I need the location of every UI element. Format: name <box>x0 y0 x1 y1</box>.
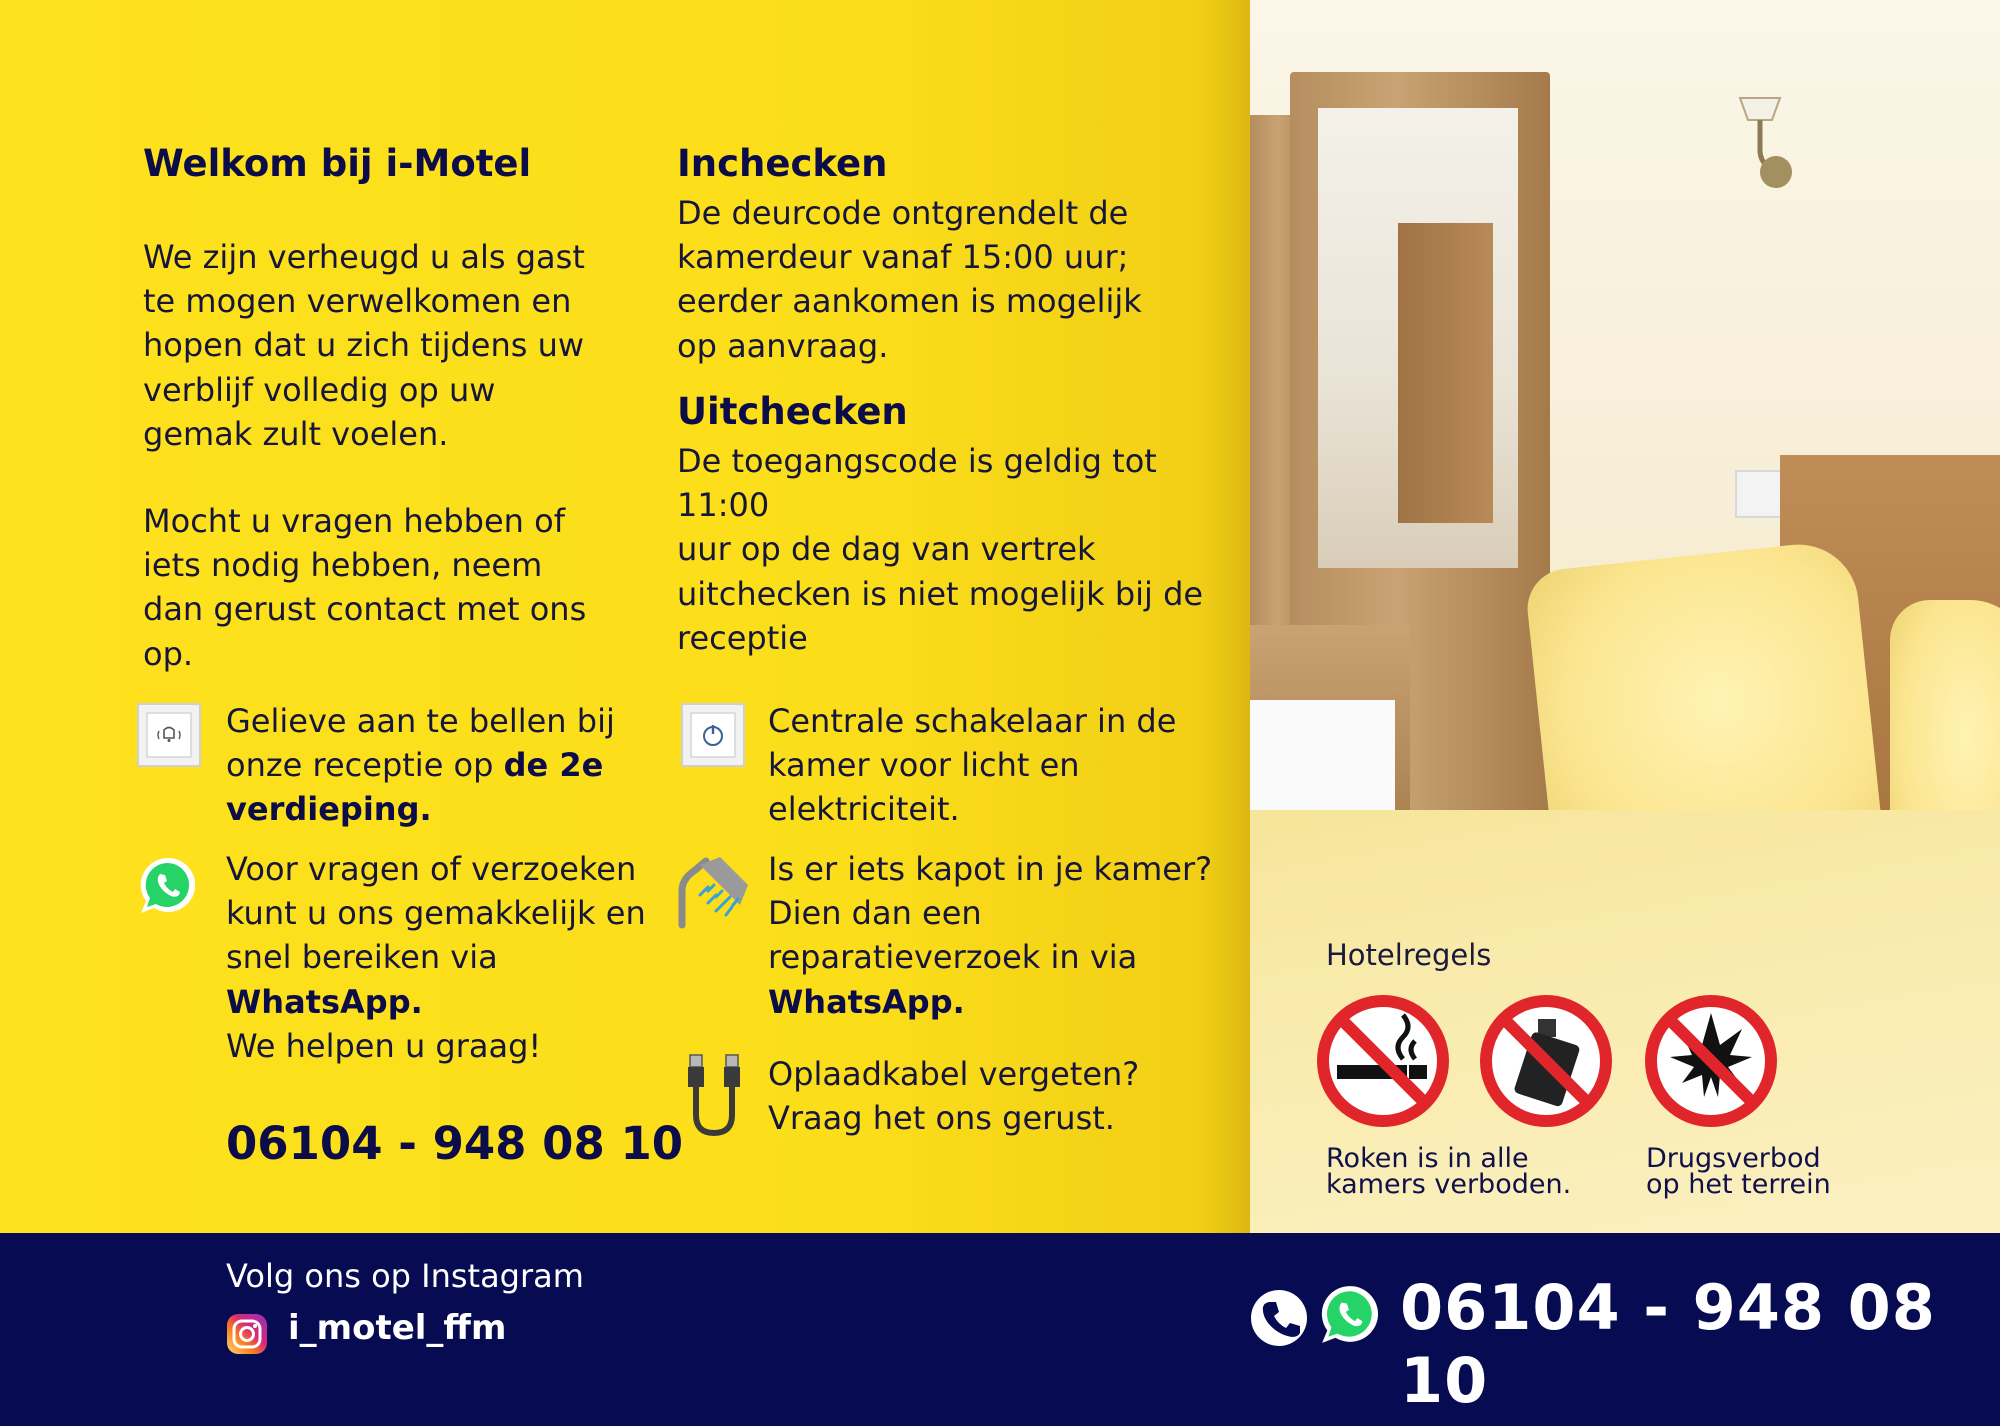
checkout-text <box>677 439 1250 660</box>
room-photo <box>1250 0 2000 1233</box>
checkin-line: De deurcode ontgrendelt de <box>677 194 1129 232</box>
usb-cable-icon <box>684 1053 744 1137</box>
repair-text <box>768 847 1212 1024</box>
checkin-line: eerder aankomen is mogelijk <box>677 282 1142 321</box>
footer-whatsapp-icon <box>1318 1283 1382 1347</box>
questions-text <box>143 499 586 676</box>
repair-line: Dien dan een <box>768 894 982 933</box>
instagram-handle[interactable]: i_motel_ffm <box>288 1308 507 1348</box>
charger-text <box>768 1052 1139 1140</box>
checkout-title: Uitchecken <box>677 390 908 433</box>
questions-line: Mocht u vragen hebben of <box>143 502 565 540</box>
checkin-text <box>677 191 1142 368</box>
welcome-text <box>143 235 585 456</box>
repair-line: reparatieverzoek in via <box>768 938 1138 977</box>
reception-line: Gelieve aan te bellen bij <box>226 702 615 740</box>
charger-line: Vraag het ons gerust. <box>768 1099 1115 1138</box>
power-switch-icon <box>681 703 745 767</box>
phone-icon <box>1250 1289 1308 1347</box>
welcome-line: gemak zult voelen. <box>143 414 449 453</box>
whatsapp-info-line: snel bereiken via <box>226 938 498 977</box>
no-drugs-icon <box>1643 993 1779 1129</box>
checkout-line: uur op de dag van vertrek <box>677 530 1096 569</box>
welcome-line: We zijn verheugd u als gast <box>143 238 585 276</box>
checkout-line: uitchecken is niet mogelijk bij de <box>677 574 1204 613</box>
wall-lamp-icon <box>1720 90 1800 200</box>
questions-line: op. <box>143 634 194 673</box>
switch-line: elektriciteit. <box>768 790 960 829</box>
instagram-icon[interactable] <box>226 1313 268 1355</box>
charger-line: Oplaadkabel vergeten? <box>768 1055 1140 1093</box>
no-drugs-caption-line: Drugsverbod <box>1646 1143 1821 1174</box>
instagram-title: Volg ons op Instagram <box>226 1257 584 1295</box>
no-drugs-caption-line: op het terrein <box>1646 1169 1831 1200</box>
welcome-line: verblijf volledig op uw <box>143 370 496 409</box>
footer-bar <box>0 1233 2000 1426</box>
reception-floor-intro: onze receptie op <box>226 746 504 785</box>
repair-whatsapp-word: WhatsApp. <box>768 982 965 1021</box>
no-smoking-caption-line: Roken is in alle <box>1326 1143 1529 1174</box>
footer-phone-number[interactable]: 06104 - 948 08 10 <box>1400 1271 1936 1417</box>
reception-line <box>226 743 615 787</box>
switch-line: kamer voor licht en <box>768 746 1080 785</box>
shower-icon <box>674 851 754 931</box>
checkin-title: Inchecken <box>677 142 888 185</box>
questions-line: dan gerust contact met ons <box>143 590 587 629</box>
questions-line: iets nodig hebben, neem <box>143 546 543 585</box>
phone-number: 06104 - 948 08 10 <box>226 1117 684 1170</box>
no-vaping-icon <box>1478 993 1614 1129</box>
doorbell-icon <box>137 703 201 767</box>
mirror-reflection-door <box>1398 223 1493 523</box>
no-drugs-caption <box>1646 1143 1831 1200</box>
whatsapp-info-line: Voor vragen of verzoeken <box>226 850 637 888</box>
checkin-line: op aanvraag. <box>677 326 889 365</box>
no-smoking-caption-line: kamers verboden. <box>1326 1169 1572 1200</box>
whatsapp-word: WhatsApp. <box>226 982 423 1021</box>
checkin-line: kamerdeur vanaf 15:00 uur; <box>677 238 1129 277</box>
checkout-line: receptie <box>677 618 808 657</box>
welcome-line: te mogen verwelkomen en <box>143 282 572 321</box>
reception-floor: de 2e <box>503 746 604 785</box>
reception-floor-word: verdieping. <box>226 790 432 829</box>
switch-text <box>768 699 1176 832</box>
no-smoking-icon <box>1315 993 1451 1129</box>
checkout-line: De toegangscode is geldig tot 11:00 <box>677 442 1157 525</box>
whatsapp-icon <box>137 855 199 917</box>
switch-line: Centrale schakelaar in de <box>768 702 1177 740</box>
welcome-line: hopen dat u zich tijdens uw <box>143 326 585 365</box>
repair-line: Is er iets kapot in je kamer? <box>768 850 1213 888</box>
mirror <box>1318 108 1518 568</box>
hotel-rules-title: Hotelregels <box>1326 938 1492 972</box>
reception-text <box>226 699 615 832</box>
whatsapp-info-line: kunt u ons gemakkelijk en <box>226 894 646 933</box>
whatsapp-closing: We helpen u graag! <box>226 1026 542 1065</box>
welcome-title: Welkom bij i-Motel <box>143 142 532 185</box>
no-smoking-caption <box>1326 1143 1572 1200</box>
whatsapp-info-text <box>226 847 646 1068</box>
